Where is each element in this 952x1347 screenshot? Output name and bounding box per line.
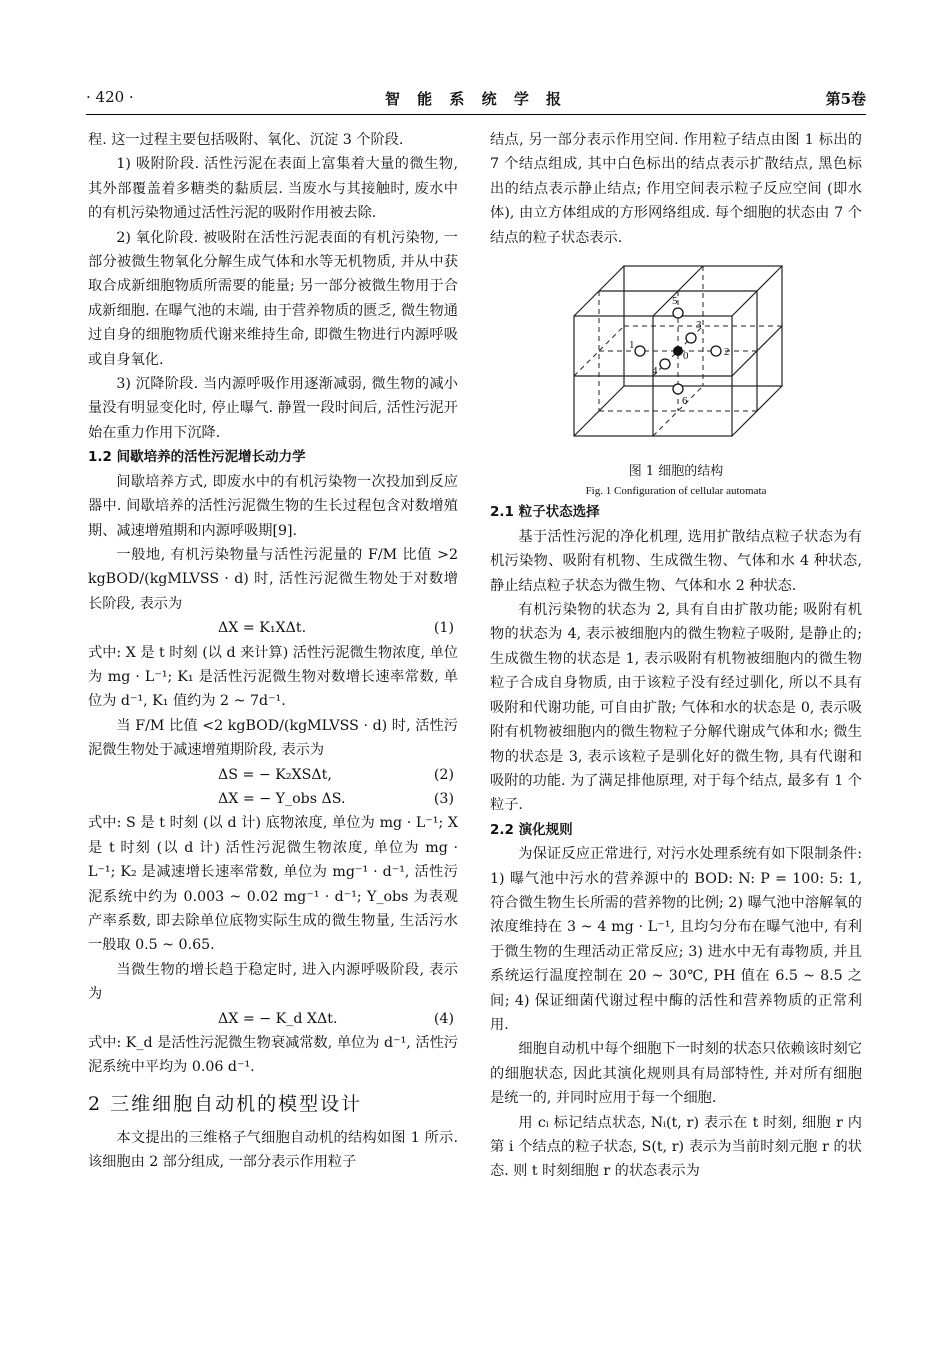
diffusion-node-1 bbox=[635, 346, 645, 356]
equation-1 bbox=[88, 616, 458, 640]
node-label: 5 bbox=[672, 295, 678, 308]
journal-title: 智 能 系 统 学 报 bbox=[384, 90, 568, 108]
equation-number: (4) bbox=[433, 1010, 454, 1027]
paragraph: 当 F/M 比值 <2 kgBOD/(kgMLVSS · d) 时, 活性污泥微生物处于减速增殖期阶段, 表示为 bbox=[88, 717, 458, 759]
section-heading-2: 2 三维细胞自动机的模型设计 bbox=[88, 1092, 363, 1115]
running-header bbox=[86, 88, 866, 112]
equation-4 bbox=[88, 1007, 458, 1031]
left-column bbox=[88, 128, 458, 1175]
equation-number: (3) bbox=[433, 790, 454, 807]
cellular-automata-cube-diagram bbox=[556, 256, 796, 452]
paragraph: 结点, 另一部分表示作用空间. 作用粒子结点由图 1 标出的 7 个结点组成, 其中白色标出的结点表示扩散结点, 黑色标出的结点表示静止结点; 作用空间表示粒子反应空间 (即水体), 由立方体组成的方形网络组成. 每个细胞的状态由 7 个结点的粒子状态表示. bbox=[490, 132, 862, 246]
paragraph: 1) 吸附阶段. 活性污泥在表面上富集着大量的微生物, 其外部覆盖着多糖类的黏质层. 当废水与其接触时, 废水中的有机污染物通过活性污泥的吸附作用被去除. bbox=[88, 156, 458, 222]
paragraph: 3) 沉降阶段. 当内源呼吸作用逐渐减弱, 微生物的减小量没有明显变化时, 停止曝气. 静置一段时间后, 活性污泥开始在重力作用下沉降. bbox=[88, 376, 458, 441]
paragraph: 式中: X 是 t 时刻 (以 d 来计算) 活性污泥微生物浓度, 单位为 mg · L⁻¹; K₁ 是活性污泥微生物对数增长速率常数, 单位为 d⁻¹, K₁ 值约为 2 ~ 7d⁻¹. bbox=[88, 644, 458, 710]
static-node-0 bbox=[673, 346, 683, 356]
diffusion-node-4 bbox=[660, 359, 670, 369]
equation-number: (1) bbox=[433, 620, 454, 637]
node-label: 3 bbox=[696, 319, 702, 332]
figure-1 bbox=[490, 256, 862, 460]
section-heading-2-2: 2.2 演化规则 bbox=[490, 821, 573, 838]
figure-caption-zh: 图 1 细胞的结构 bbox=[628, 464, 724, 480]
diffusion-node-3 bbox=[686, 333, 696, 343]
page-number: · 420 · bbox=[86, 88, 134, 106]
paragraph: 有机污染物的状态为 2, 具有自由扩散功能; 吸附有机物的状态为 4, 表示被细胞内的微生物粒子吸附, 是静止的; 生成微生物的状态是 1, 表示吸附有机物被细胞内的微生物粒子合成自身物质, 由于该粒子没有经过驯化, 所以不具有吸附和代谢功能, 可自由扩散; 气体和水的状态是 0, 表示吸附有机物被细胞内的微生物粒子分解代谢成气体和水; 微生物的状态是 3, 表示该粒子是驯化好的微生物, 具有代谢和吸附的功能. 为了满足排他原理, 对于每个结点, 最多有 1 个粒子. bbox=[490, 602, 862, 814]
paragraph: 基于活性污泥的净化机理, 选用扩散结点粒子状态为有机污染物、吸附有机物、生成微生物、气体和水 4 种状态, 静止结点粒子状态为微生物、气体和水 2 种状态. bbox=[490, 528, 862, 594]
paragraph: 本文提出的三维格子气细胞自动机的结构如图 1 所示. 该细胞由 2 部分组成, 一部分表示作用粒子 bbox=[88, 1129, 458, 1171]
paragraph: 为保证反应正常进行, 对污水处理系统有如下限制条件: 1) 曝气池中污水的营养源中的 BOD: N: P = 100: 5: 1, 符合微生物生长所需的营养物的比例; 2) 曝气池中溶解氧的浓度维持在 3 ~ 4 mg · L⁻¹, 且均匀分布在曝气池中, 有利于微生物的生理活动正常反应; 3) 进水中无有毒物质, 并且系统运行温度控制在 20 ~ 30℃, PH 值在 6.5 ~ 8.5 之间; 4) 保证细菌代谢过程中酶的活性和营养物质的正常利用. bbox=[490, 846, 862, 1033]
paragraph: 一般地, 有机污染物量与活性污泥量的 F/M 比值 >2 kgBOD/(kgMLVSS · d) 时, 活性污泥微生物处于对数增长阶段, 表示为 bbox=[88, 546, 458, 612]
section-heading-2-1: 2.1 粒子状态选择 bbox=[490, 504, 600, 521]
paragraph: 程. 这一过程主要包括吸附、氧化、沉淀 3 个阶段. bbox=[88, 132, 404, 148]
equation-body: ΔX = − K_d XΔt. bbox=[218, 1010, 338, 1027]
equation-2 bbox=[88, 763, 458, 787]
paragraph: 细胞自动机中每个细胞下一时刻的状态只依赖该时刻它的细胞状态, 因此其演化规则具有局部特性, 并对所有细胞是统一的, 并同时应用于每一个细胞. bbox=[490, 1041, 862, 1107]
node-label: 2 bbox=[724, 346, 730, 359]
header-rule bbox=[86, 114, 866, 115]
paragraph: 间歇培养方式, 即废水中的有机污染物一次投加到反应器中. 间歇培养的活性污泥微生物的生长过程包含对数增殖期、减速增殖期和内源呼吸期[9]. bbox=[88, 473, 458, 539]
node-label: 4 bbox=[652, 365, 658, 378]
paragraph: 2) 氧化阶段. 被吸附在活性污泥表面的有机污染物, 一部分被微生物氧化分解生成气体和水等无机物质, 并从中获取合成新细胞物质所需要的能量; 另一部分被微生物用于合成新细胞. 在曝气池的末端, 由于营养物质的匮乏, 微生物通过自身的细胞物质代谢来维持生命, 即微生物进行内源呼吸或自身氧化. bbox=[88, 229, 458, 368]
section-heading-1-2: 1.2 间歇培养的活性污泥增长动力学 bbox=[88, 449, 306, 466]
paragraph: 式中: K_d 是活性污泥微生物衰减常数, 单位为 d⁻¹, 活性污泥系统中平均为 0.06 d⁻¹. bbox=[88, 1035, 458, 1076]
node-label: 1 bbox=[629, 339, 635, 352]
equation-body: ΔX = − Y_obs ΔS. bbox=[218, 790, 346, 807]
diffusion-node-2 bbox=[711, 346, 721, 356]
diffusion-node-5 bbox=[673, 308, 683, 318]
paragraph: 当微生物的增长趋于稳定时, 进入内源呼吸阶段, 表示为 bbox=[88, 961, 458, 1003]
equation-number: (2) bbox=[433, 766, 454, 783]
node-label: 0 bbox=[683, 350, 689, 363]
figure-caption-en: Fig. 1 Configuration of cellular automata bbox=[585, 485, 767, 498]
right-column bbox=[490, 128, 862, 1184]
equation-body: ΔX = K₁XΔt. bbox=[218, 620, 307, 637]
volume-label: 第5卷 bbox=[825, 90, 866, 108]
diffusion-node-6 bbox=[673, 384, 683, 394]
paragraph: 用 cᵢ 标记结点状态, Nᵢ(t, r) 表示在 t 时刻, 细胞 r 内第 i 个结点的粒子状态, S(t, r) 表示为当前时刻元胞 r 的状态. 则 t 时刻细胞 r 的状态表示为 bbox=[490, 1114, 862, 1180]
paragraph: 式中: S 是 t 时刻 (以 d 计) 底物浓度, 单位为 mg · L⁻¹; X 是 t 时刻 (以 d 计) 活性污泥微生物浓度, 单位为 mg · L⁻¹; K₂ 是减速增长速率常数, 单位为 mg⁻¹ · d⁻¹, 活性污泥系统中约为 0.003 ~ 0.02 mg⁻¹ · d⁻¹; Y_obs 为表观产率系数, 即去除单位底物实际生成的微生物量, 生活污水一般取 0.5 ~ 0.65. bbox=[88, 815, 458, 954]
equation-3 bbox=[88, 787, 458, 811]
node-label: 6 bbox=[682, 395, 688, 408]
equation-body: ΔS = − K₂XSΔt, bbox=[218, 766, 332, 783]
